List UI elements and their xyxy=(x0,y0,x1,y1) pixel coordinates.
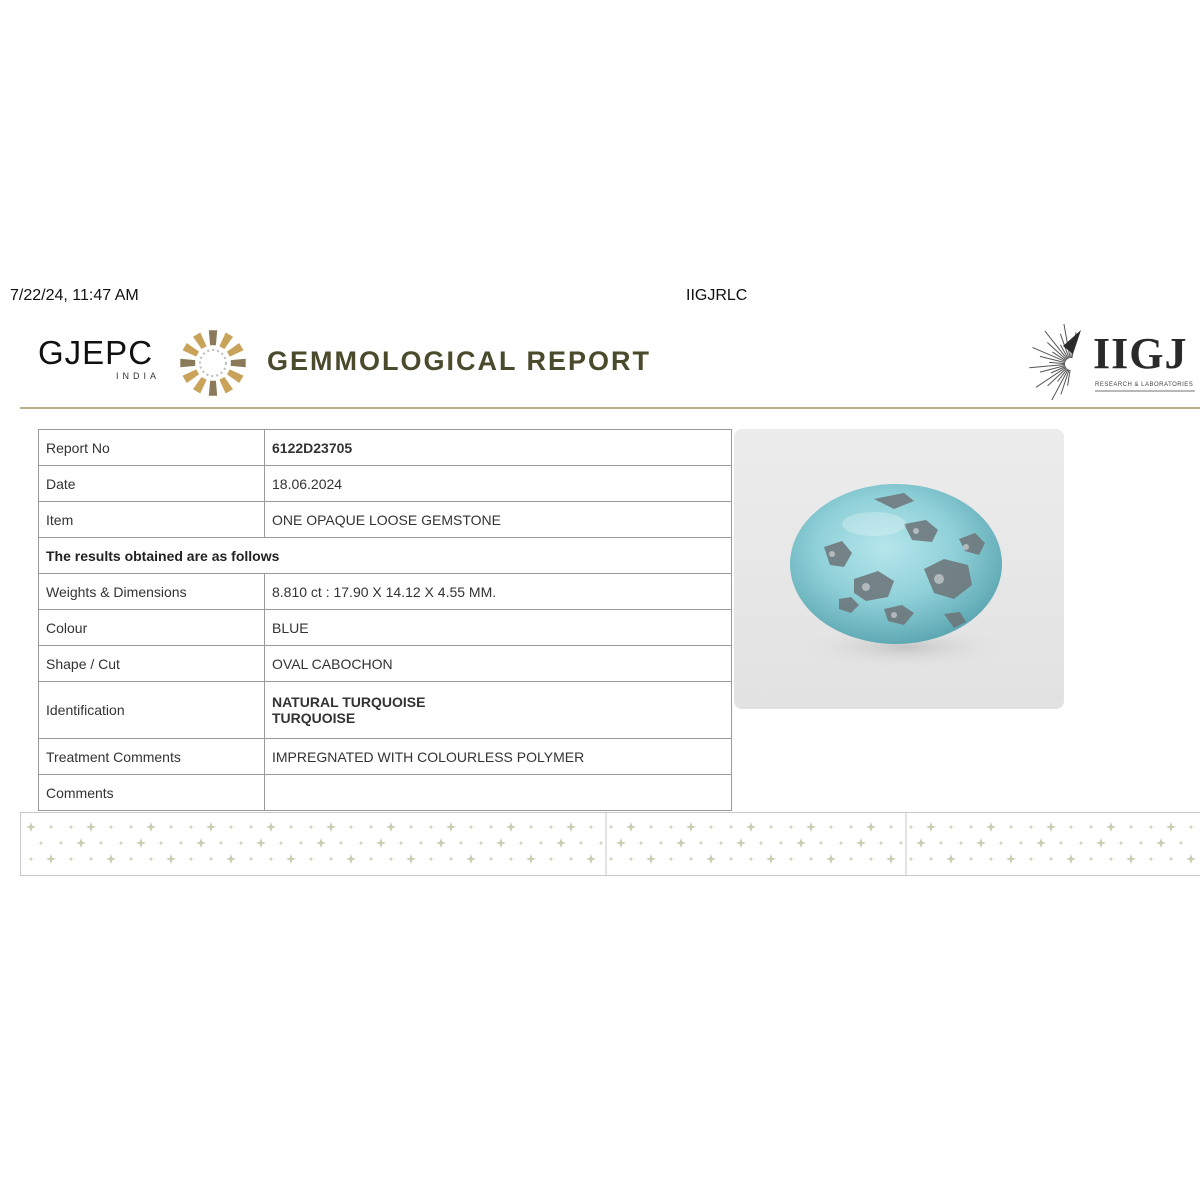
table-row xyxy=(39,775,732,811)
header-divider xyxy=(20,407,1200,409)
row-label: Colour xyxy=(39,610,265,646)
row-label: Treatment Comments xyxy=(39,739,265,775)
gjepc-sun-icon xyxy=(176,326,250,400)
decorative-pattern-band xyxy=(20,812,1200,876)
iigj-starburst-icon xyxy=(1015,324,1095,400)
section-heading: The results obtained are as follows xyxy=(39,538,732,574)
row-label: Shape / Cut xyxy=(39,646,265,682)
row-label: Date xyxy=(39,466,265,502)
section-row xyxy=(39,538,732,574)
iigj-logo-subtext: RESEARCH & LABORATORIES xyxy=(1095,382,1194,388)
table-row xyxy=(39,610,732,646)
identification-secondary: TURQUOISE xyxy=(272,710,356,726)
sparkle-pattern xyxy=(21,813,1200,875)
gjepc-logo-subtext: INDIA xyxy=(116,371,161,381)
identification-primary: NATURAL TURQUOISE xyxy=(272,694,426,710)
gjepc-logo xyxy=(38,330,253,398)
report-table xyxy=(38,429,732,811)
table-row xyxy=(39,739,732,775)
row-value xyxy=(265,682,732,739)
print-title: IIGJRLC xyxy=(686,287,748,304)
row-value: IMPREGNATED WITH COLOURLESS POLYMER xyxy=(265,739,732,775)
iigj-logo-text: IIGJ xyxy=(1093,329,1188,378)
table-row xyxy=(39,430,732,466)
gemstone-photo xyxy=(734,429,1064,709)
print-datetime: 7/22/24, 11:47 AM xyxy=(10,287,139,304)
row-label: Report No xyxy=(39,430,265,466)
row-value: ONE OPAQUE LOOSE GEMSTONE xyxy=(265,502,732,538)
table-row xyxy=(39,574,732,610)
table-row xyxy=(39,682,732,739)
turquoise-cabochon-image xyxy=(734,429,1064,709)
row-label: Comments xyxy=(39,775,265,811)
row-label: Weights & Dimensions xyxy=(39,574,265,610)
row-label: Item xyxy=(39,502,265,538)
row-value: 6122D23705 xyxy=(265,430,732,466)
row-value: OVAL CABOCHON xyxy=(265,646,732,682)
iigj-logo-tagline-line xyxy=(1095,390,1195,392)
table-row xyxy=(39,502,732,538)
table-row xyxy=(39,646,732,682)
table-row xyxy=(39,466,732,502)
report-title: GEMMOLOGICAL REPORT xyxy=(267,346,652,376)
iigj-logo xyxy=(1015,324,1200,400)
row-value xyxy=(265,775,732,811)
row-value: BLUE xyxy=(265,610,732,646)
row-value: 18.06.2024 xyxy=(265,466,732,502)
gjepc-logo-text: GJEPC xyxy=(38,334,154,371)
row-value: 8.810 ct : 17.90 X 14.12 X 4.55 MM. xyxy=(265,574,732,610)
row-label: Identification xyxy=(39,682,265,739)
